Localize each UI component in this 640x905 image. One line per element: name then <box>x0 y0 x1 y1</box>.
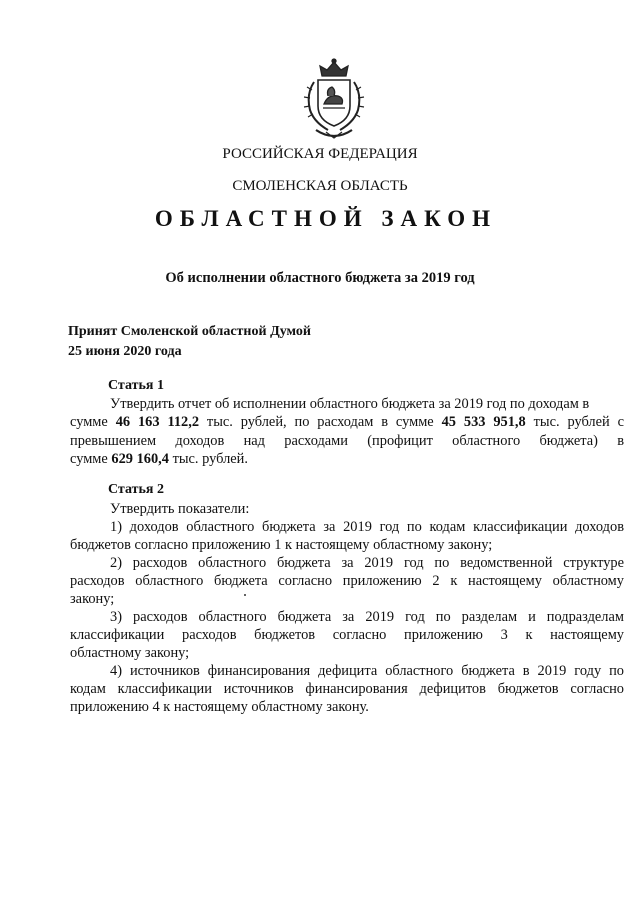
article-2-item-4-line-3: приложению 4 к настоящему областному закону. <box>70 699 369 715</box>
income-amount: 46 163 112,2 <box>115 414 200 430</box>
article-2-item-2-line-1: 2) расходов областного бюджета за 2019 год по ведомственной структуре <box>110 555 624 571</box>
article-1-line-2: сумме 46 163 112,2 тыс. рублей, по расходам в сумме 45 533 951,8 тыс. рублей с <box>70 414 624 430</box>
article-2-item-3-line-1: 3) расходов областного бюджета за 2019 год по разделам и подразделам <box>110 609 624 625</box>
article-2-item-2-line-2: расходов областного бюджета согласно приложению 2 к настоящему областному <box>70 573 624 589</box>
surplus-amount: 629 160,4 <box>111 451 169 467</box>
article-1-line-3: превышением доходов над расходами (профицит областного бюджета) в <box>70 433 624 449</box>
expense-amount: 45 533 951,8 <box>441 414 526 430</box>
adopted-by-line: Принят Смоленской областной Думой <box>68 324 311 339</box>
article-2-item-4-line-2: кодам классификации источников финансирования дефицитов бюджетов согласно <box>70 681 624 697</box>
scan-speck <box>244 594 246 596</box>
article-2-item-1-line-2: бюджетов согласно приложению 1 к настоящему областному закону; <box>70 537 493 553</box>
article-2-intro: Утвердить показатели: <box>110 501 250 517</box>
federation-heading: РОССИЙСКАЯ ФЕДЕРАЦИЯ <box>222 146 418 162</box>
article-2-item-3-line-3: областному закону; <box>70 645 190 661</box>
law-title: Об исполнении областного бюджета за 2019 год <box>165 270 475 286</box>
region-heading: СМОЛЕНСКАЯ ОБЛАСТЬ <box>232 178 408 194</box>
article-1-heading: Статья 1 <box>108 378 164 393</box>
article-1-line-4: сумме 629 160,4 тыс. рублей. <box>70 451 248 467</box>
adoption-date: 25 июня 2020 года <box>68 344 182 359</box>
coat-of-arms-emblem <box>298 56 370 142</box>
article-2-item-3-line-2: классификации расходов бюджетов согласно приложению 3 к настоящему <box>70 627 624 643</box>
article-2-item-4-line-1: 4) источников финансирования дефицита областного бюджета в 2019 году по <box>110 663 624 679</box>
article-1-line-1: Утвердить отчет об исполнении областного бюджета за 2019 год по доходам в <box>110 396 590 412</box>
article-2-item-1-line-1: 1) доходов областного бюджета за 2019 год по кодам классификации доходов <box>110 519 624 535</box>
article-2-item-2-line-3: закону; <box>70 591 115 607</box>
document-type-heading: ОБЛАСТНОЙ ЗАКОН <box>154 206 498 231</box>
article-2-heading: Статья 2 <box>108 482 164 497</box>
